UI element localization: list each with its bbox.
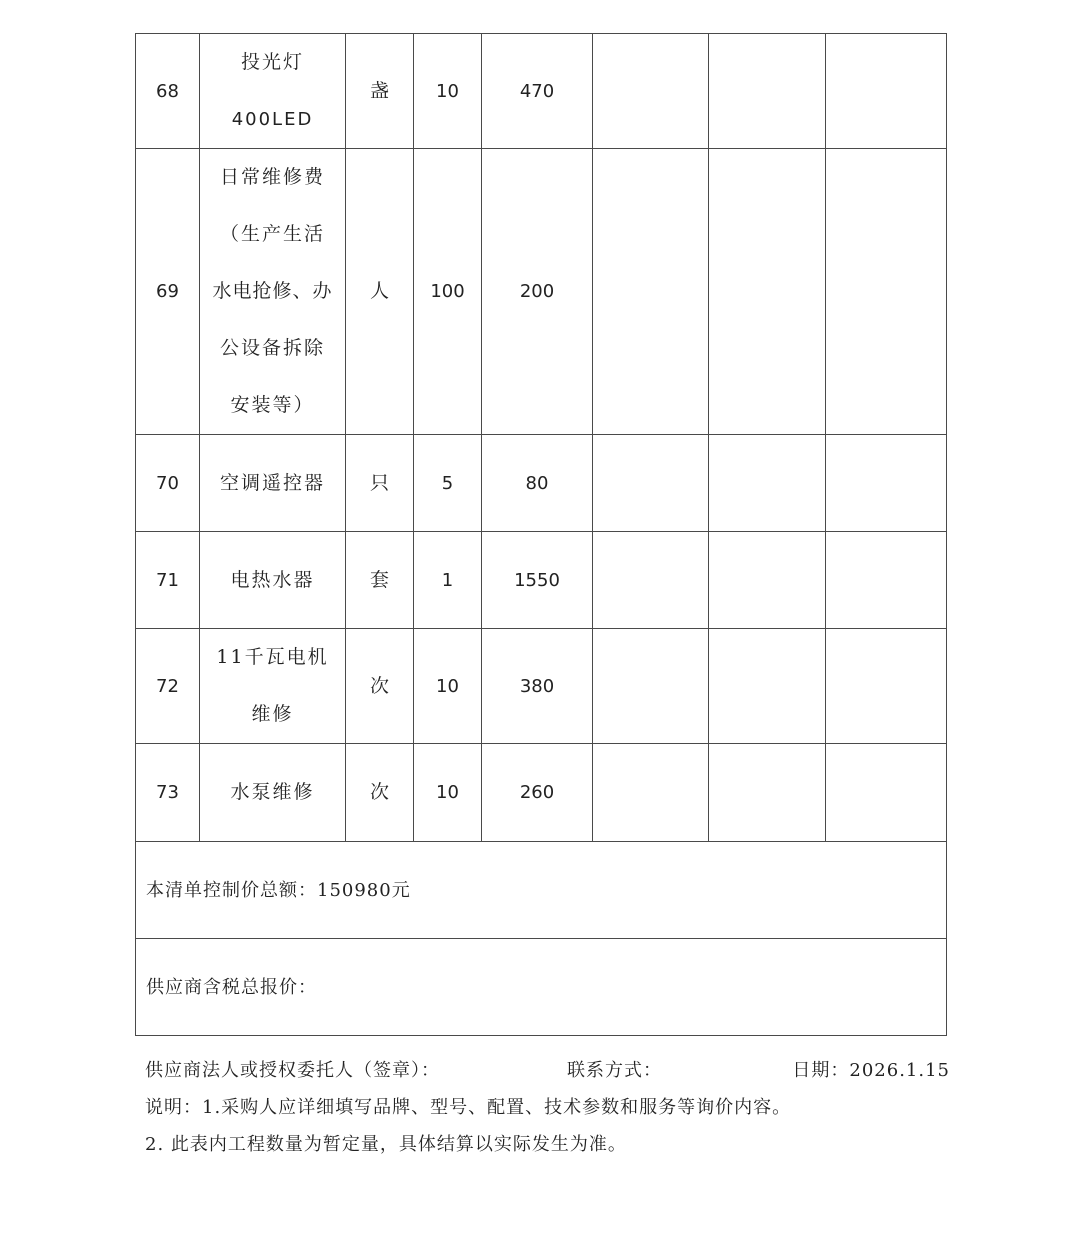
item-name-line: 投光灯 [240, 51, 304, 73]
item-unit: 次 [346, 629, 414, 744]
item-price: 200 [482, 149, 593, 435]
row-number: 73 [136, 744, 200, 842]
empty-cell [826, 435, 947, 532]
item-quantity: 5 [414, 435, 482, 532]
row-number: 68 [136, 34, 200, 149]
item-price: 380 [482, 629, 593, 744]
row-number: 72 [136, 629, 200, 744]
item-quantity: 100 [414, 149, 482, 435]
item-quantity: 1 [414, 532, 482, 629]
item-unit: 盏 [346, 34, 414, 149]
empty-cell [709, 744, 826, 842]
empty-cell [593, 34, 709, 149]
empty-cell [709, 629, 826, 744]
table-row [136, 744, 947, 842]
item-price: 260 [482, 744, 593, 842]
empty-cell [826, 744, 947, 842]
empty-cell [709, 532, 826, 629]
item-price: 80 [482, 435, 593, 532]
empty-cell [826, 532, 947, 629]
table-row [136, 532, 947, 629]
item-unit: 人 [346, 149, 414, 435]
quote-row [136, 939, 947, 1036]
item-name-line: 水电抢修、办 [212, 280, 333, 302]
item-quantity: 10 [414, 629, 482, 744]
total-control-price: 本清单控制价总额：150980元 [136, 842, 947, 939]
date-label: 日期：2026.1.15 [792, 1060, 950, 1081]
item-name [200, 149, 346, 435]
empty-cell [593, 744, 709, 842]
item-price: 470 [482, 34, 593, 149]
empty-cell [593, 149, 709, 435]
item-unit: 只 [346, 435, 414, 532]
item-name-line: 安装等） [230, 394, 315, 416]
item-price: 1550 [482, 532, 593, 629]
item-name-line: 400LED [231, 109, 314, 130]
table-row [136, 435, 947, 532]
item-name-line: （生产生活 [219, 223, 325, 245]
table-row [136, 629, 947, 744]
item-unit: 次 [346, 744, 414, 842]
contact-label: 联系方式： [567, 1060, 662, 1081]
item-name-line: 公设备拆除 [219, 337, 325, 359]
note-2: 2. 此表内工程数量为暂定量，具体结算以实际发生为准。 [145, 1134, 627, 1155]
item-name [200, 629, 346, 744]
empty-cell [593, 629, 709, 744]
empty-cell [593, 532, 709, 629]
item-name-line: 日常维修费 [219, 166, 325, 188]
row-number: 69 [136, 149, 200, 435]
signatory-label: 供应商法人或授权委托人（签章）： [145, 1060, 440, 1081]
quotation-table [135, 33, 947, 1036]
row-number: 71 [136, 532, 200, 629]
total-row [136, 842, 947, 939]
item-name [200, 34, 346, 149]
item-name-line: 水泵维修 [230, 781, 315, 803]
empty-cell [709, 435, 826, 532]
table-row [136, 34, 947, 149]
empty-cell [826, 34, 947, 149]
row-number: 70 [136, 435, 200, 532]
item-name-line: 维修 [251, 703, 294, 725]
item-name-line: 空调遥控器 [219, 471, 325, 494]
empty-cell [709, 34, 826, 149]
notes-section [145, 1052, 950, 1163]
empty-cell [709, 149, 826, 435]
signature-line [145, 1052, 950, 1089]
supplier-quote: 供应商含税总报价： [136, 939, 947, 1036]
empty-cell [826, 149, 947, 435]
item-name-line: 11千瓦电机 [216, 646, 329, 668]
item-quantity: 10 [414, 744, 482, 842]
note-1: 说明：1.采购人应详细填写品牌、型号、配置、技术参数和服务等询价内容。 [145, 1097, 792, 1118]
empty-cell [593, 435, 709, 532]
item-unit: 套 [346, 532, 414, 629]
item-name-line: 电热水器 [230, 568, 315, 591]
item-name [200, 532, 346, 629]
empty-cell [826, 629, 947, 744]
item-name [200, 744, 346, 842]
item-name [200, 435, 346, 532]
item-quantity: 10 [414, 34, 482, 149]
table-row [136, 149, 947, 435]
